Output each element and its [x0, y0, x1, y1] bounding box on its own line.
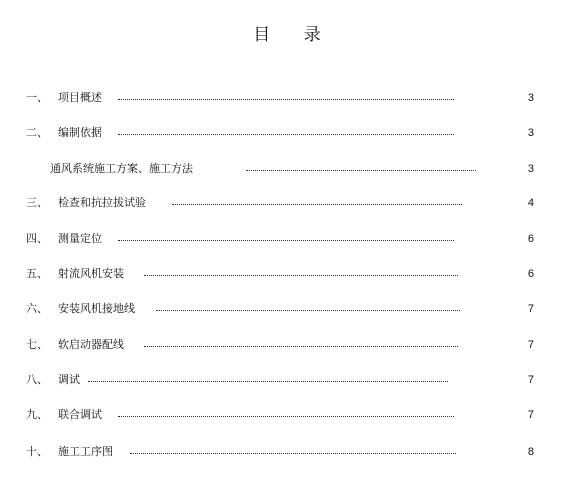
dot-leader	[172, 204, 462, 205]
toc-entry-label: 编制依据	[58, 126, 102, 139]
toc-entry[interactable]	[0, 231, 574, 247]
toc-entry-label: 联合调试	[58, 408, 102, 421]
toc-entry-page: 4	[527, 197, 534, 209]
toc-entry-number: 一、	[26, 91, 48, 104]
toc-entry[interactable]	[0, 444, 574, 460]
toc-entry-page: 7	[527, 303, 534, 315]
dot-leader	[88, 381, 448, 382]
toc-entry-page: 3	[527, 127, 534, 139]
toc-entry-label: 安装风机接地线	[58, 302, 135, 315]
toc-entry[interactable]	[0, 195, 574, 211]
page-title: 目 录	[253, 25, 335, 45]
toc-entry-page: 8	[527, 446, 534, 458]
toc-entry-label: 测量定位	[58, 232, 102, 245]
dot-leader	[246, 170, 476, 171]
dot-leader	[118, 99, 454, 100]
toc-entry-number: 七、	[26, 338, 48, 351]
toc-entry[interactable]	[0, 407, 574, 423]
toc-entry-page: 6	[527, 233, 534, 245]
toc-entry-label: 通风系统施工方案、施工方法	[50, 162, 193, 175]
toc-entry-label: 射流风机安装	[58, 267, 124, 280]
toc-entry-label: 软启动器配线	[58, 338, 124, 351]
toc-entry-number: 六、	[26, 302, 48, 315]
toc-entry[interactable]	[0, 90, 574, 106]
toc-entry-label: 施工工序图	[58, 445, 113, 458]
toc-entry-number: 八、	[26, 373, 48, 386]
dot-leader	[130, 453, 456, 454]
dot-leader	[118, 134, 454, 135]
toc-entry-number: 五、	[26, 267, 48, 280]
dot-leader	[118, 416, 454, 417]
toc-entry-page: 7	[527, 374, 534, 386]
toc-entry-number: 三、	[26, 196, 48, 209]
toc-entry-number: 四、	[26, 232, 48, 245]
toc-entry-page: 3	[527, 163, 534, 175]
dot-leader	[144, 275, 458, 276]
toc-entry[interactable]	[0, 372, 574, 388]
toc-entry-page: 6	[527, 268, 534, 280]
toc-entry-page: 3	[527, 92, 534, 104]
dot-leader	[144, 346, 458, 347]
toc-entry-page: 7	[527, 339, 534, 351]
dot-leader	[156, 310, 460, 311]
toc-entry-number: 九、	[26, 408, 48, 421]
toc-entry-label: 项目概述	[58, 91, 102, 104]
toc-entry[interactable]	[0, 266, 574, 282]
toc-entry[interactable]	[0, 337, 574, 353]
toc-entry-number: 二、	[26, 126, 48, 139]
toc-entry-number: 十、	[26, 445, 48, 458]
toc-subentry[interactable]	[0, 161, 574, 177]
toc-entry-label: 调试	[58, 373, 80, 386]
toc-entry[interactable]	[0, 301, 574, 317]
toc-entry[interactable]	[0, 125, 574, 141]
dot-leader	[118, 240, 454, 241]
toc-entry-page: 7	[527, 409, 534, 421]
toc-entry-label: 检查和抗拉拔试验	[58, 196, 146, 209]
